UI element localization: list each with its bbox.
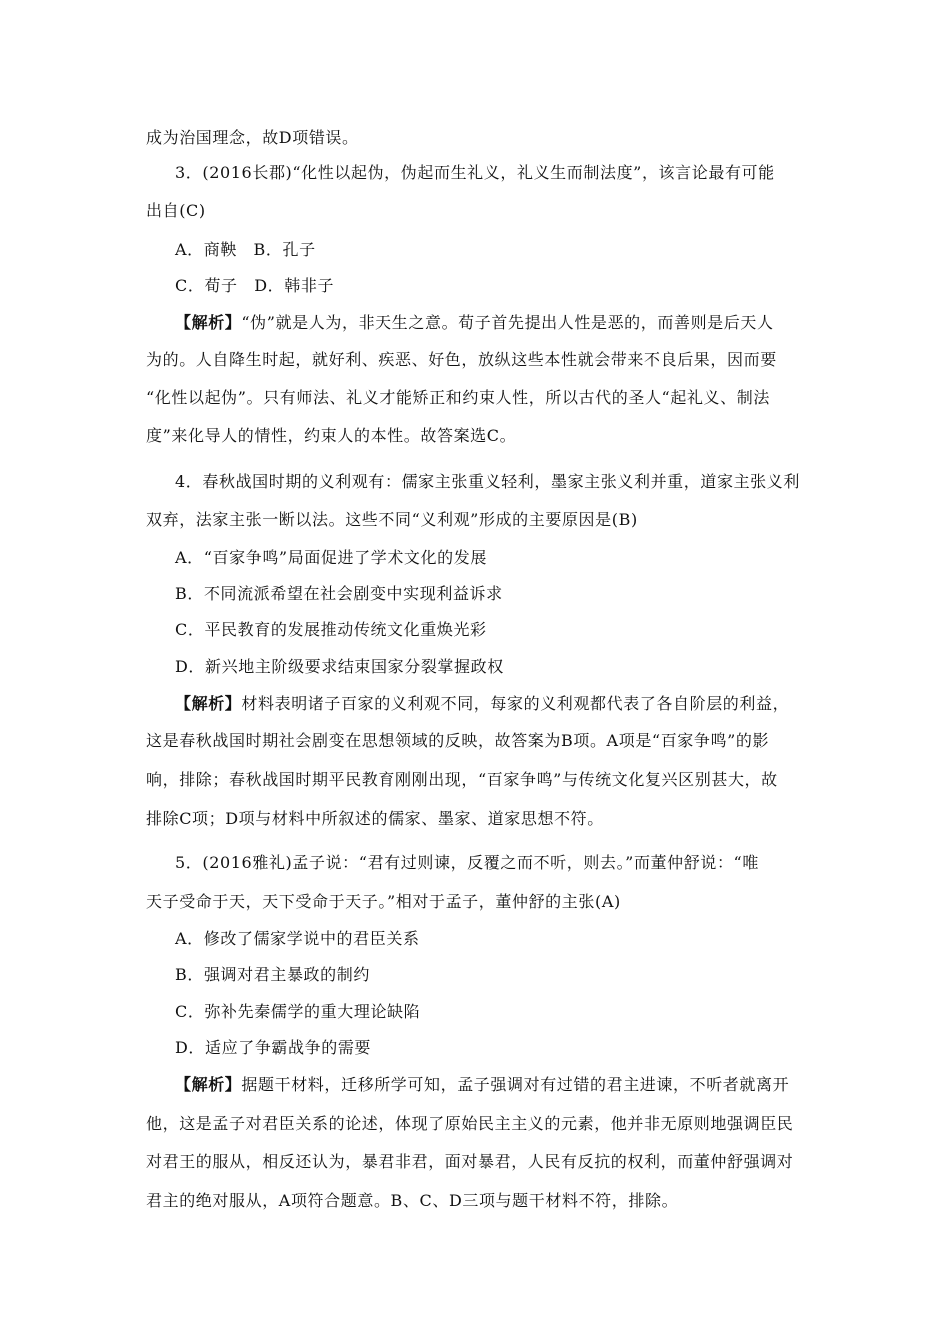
question-4-stem: 4．春秋战国时期的义利观有：儒家主张重义轻利，墨家主张义利并重，道家主张义利 (175, 472, 800, 491)
question-4-option-d: D．新兴地主阶级要求结束国家分裂掌握政权 (175, 657, 504, 676)
analysis-text: 材料表明诸子百家的义利观不同，每家的义利观都代表了各自阶层的利益， (241, 694, 790, 713)
analysis-5-line: 君主的绝对服从，A项符合题意。B、C、D三项与题干材料不符，排除。 (146, 1191, 679, 1210)
question-5-stem: 5．(2016雅礼)孟子说：“君有过则谏，反覆之而不听，则去。”而董仲舒说：“唯 (175, 853, 759, 872)
analysis-3-line: “化性以起伪”。只有师法、礼义才能矫正和约束人性，所以古代的圣人“起礼义、制法 (146, 388, 770, 407)
analysis-label: 【解析】 (175, 694, 242, 713)
analysis-4-line: 排除C项；D项与材料中所叙述的儒家、墨家、道家思想不符。 (146, 809, 604, 828)
question-5-stem-cont: 天子受命于天，天下受命于天子。”相对于孟子，董仲舒的主张(A) (146, 892, 621, 911)
analysis-4-line: 响，排除；春秋战国时期平民教育刚刚出现，“百家争鸣”与传统文化复兴区别甚大，故 (146, 770, 778, 789)
text-line: 成为治国理念，故D项错误。 (146, 128, 359, 147)
question-5-option-c: C．弥补先秦儒学的重大理论缺陷 (175, 1002, 421, 1021)
analysis-label: 【解析】 (175, 313, 242, 332)
analysis-5-line: 他，这是孟子对君臣关系的论述，体现了原始民主主义的元素，他并非无原则地强调臣民 (146, 1114, 794, 1133)
question-5-option-a: A．修改了儒家学说中的君臣关系 (175, 929, 420, 948)
question-3-options-cd: C．荀子 D．韩非子 (175, 276, 335, 295)
analysis-3-line: 度”来化导人的情性，约束人的本性。故答案选C。 (146, 426, 517, 445)
analysis-3-line (175, 313, 774, 333)
question-4-option-b: B．不同流派希望在社会剧变中实现利益诉求 (175, 584, 503, 603)
question-4-stem-cont: 双弃，法家主张一断以法。这些不同“义利观”形成的主要原因是(B) (146, 510, 638, 529)
question-3-stem-cont: 出自(C) (146, 201, 206, 220)
question-4-option-a: A．“百家争鸣”局面促进了学术文化的发展 (175, 548, 487, 567)
analysis-4-line: 这是春秋战国时期社会剧变在思想领域的反映，故答案为B项。A项是“百家争鸣”的影 (146, 731, 770, 750)
question-4-option-c: C．平民教育的发展推动传统文化重焕光彩 (175, 620, 487, 639)
analysis-3-line: 为的。人自降生时起，就好利、疾恶、好色，放纵这些本性就会带来不良后果，因而要 (146, 350, 777, 369)
analysis-text: “伪”就是人为，非天生之意。荀子首先提出人性是恶的，而善则是后天人 (241, 313, 774, 332)
analysis-5-line (175, 1075, 789, 1095)
analysis-label: 【解析】 (175, 1075, 242, 1094)
question-5-option-d: D．适应了争霸战争的需要 (175, 1038, 372, 1057)
question-3-options-ab: A．商鞅 B．孔子 (175, 240, 316, 259)
analysis-4-line (175, 694, 789, 714)
analysis-text: 据题干材料，迁移所学可知，孟子强调对有过错的君主进谏，不听者就离开 (241, 1075, 790, 1094)
question-5-option-b: B．强调对君主暴政的制约 (175, 965, 370, 984)
question-3-stem: 3．(2016长郡)“化性以起伪，伪起而生礼义，礼义生而制法度”，该言论最有可能 (175, 163, 775, 182)
analysis-5-line: 对君王的服从，相反还认为，暴君非君，面对暴君，人民有反抗的权利，而董仲舒强调对 (146, 1152, 794, 1171)
